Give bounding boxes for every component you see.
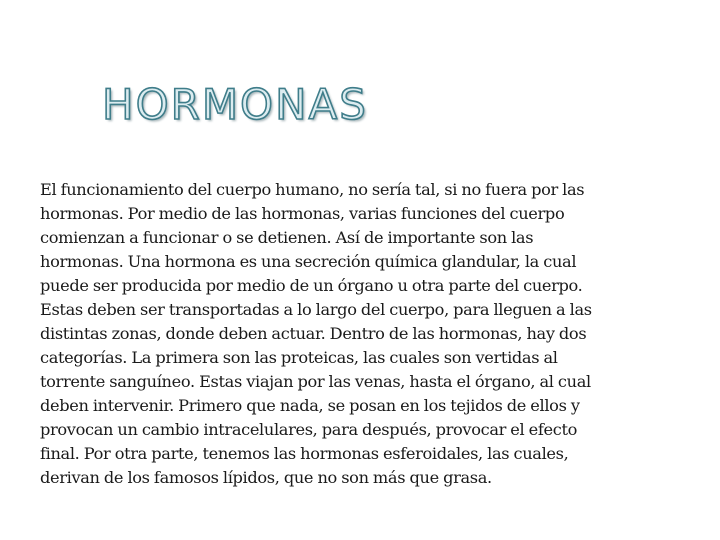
slide-body-paragraph: El funcionamiento del cuerpo humano, no sería tal, si no fuera por las hormonas. Por medio de las hormonas, varias funciones del cuerpo comienzan a funcionar o se detienen. Así de importante son las hormonas. Una hormona es una secreción química glandular, la cual puede ser producida por medio de un órgano u otra parte del cuerpo. Estas deben ser transportadas a lo largo del cuerpo, para lleguen a las distintas zonas, donde deben actuar. Dentro de las hormonas, hay dos categorías. La primera son las proteicas, las cuales son vertidas al torrente sanguíneo. Estas viajan por las venas, hasta el órgano, al cual deben intervenir. Primero que nada, se posan en los tejidos de ellos y provocan un cambio intracelulares, para después, provocar el efecto final. Por otra parte, tenemos las hormonas esferoidales, las cuales, derivan de los famosos lípidos, que no son más que grasa. bbox=[40, 180, 592, 487]
slide-title: HORMONAS bbox=[102, 80, 368, 129]
